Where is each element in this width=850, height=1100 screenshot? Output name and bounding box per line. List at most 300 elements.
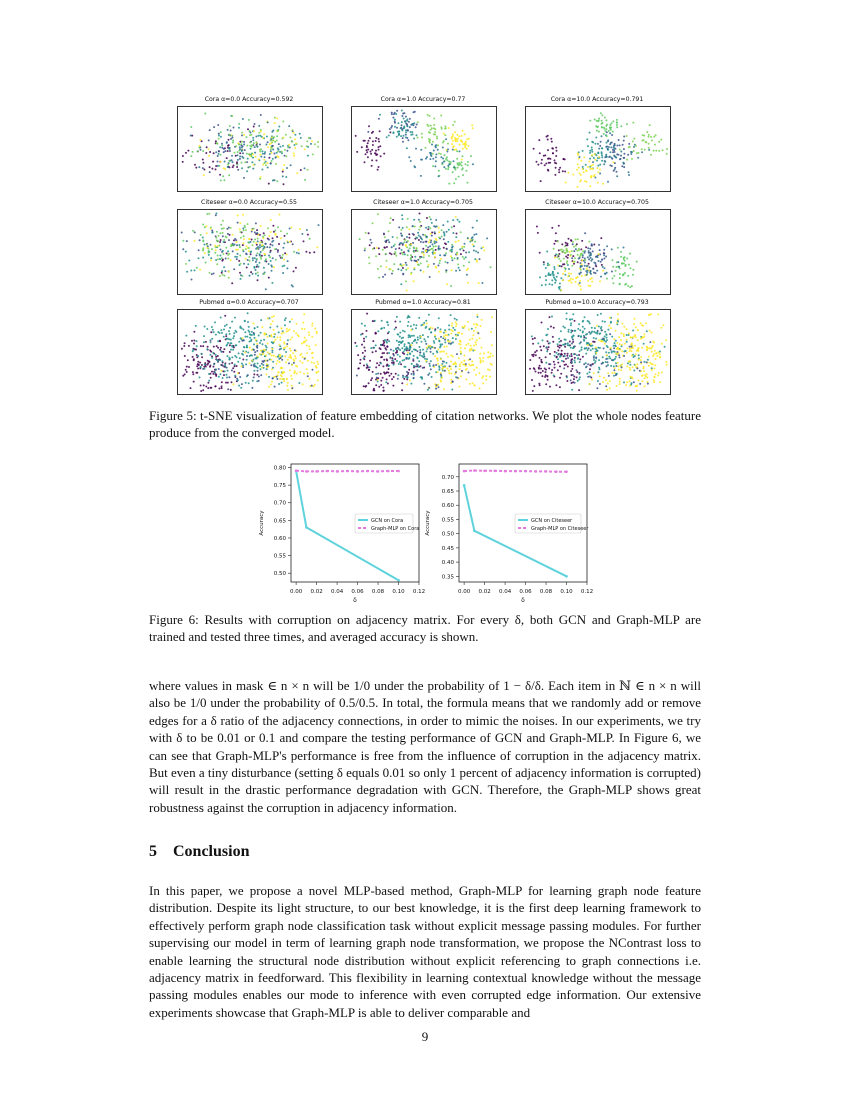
tsne-point	[598, 148, 600, 150]
tsne-point	[601, 135, 603, 137]
tsne-point	[395, 255, 397, 257]
tsne-point	[253, 126, 255, 128]
tsne-point	[375, 384, 377, 386]
tsne-point	[567, 264, 569, 266]
tsne-point	[252, 273, 254, 275]
tsne-point	[569, 341, 571, 343]
tsne-point	[609, 127, 611, 129]
tsne-point	[621, 363, 623, 365]
tsne-point	[563, 250, 565, 252]
tsne-point	[473, 345, 475, 347]
tsne-point	[465, 252, 467, 254]
tsne-point	[308, 334, 310, 336]
tsne-point	[602, 340, 604, 342]
tsne-point	[440, 336, 442, 338]
tsne-point	[467, 182, 469, 184]
tsne-point	[434, 334, 436, 336]
tsne-point	[248, 256, 250, 258]
tsne-point	[536, 350, 538, 352]
tsne-point	[607, 139, 609, 141]
tsne-point	[445, 331, 447, 333]
tsne-point	[247, 259, 249, 261]
tsne-point	[568, 273, 570, 275]
tsne-point	[423, 383, 425, 385]
tsne-point	[603, 377, 605, 379]
tsne-point	[227, 254, 229, 256]
tsne-point	[572, 339, 574, 341]
tsne-point	[422, 252, 424, 254]
tsne-point	[215, 373, 217, 375]
chart-cora-corruption	[255, 458, 425, 613]
tsne-point	[593, 157, 595, 159]
tsne-point	[589, 368, 591, 370]
tsne-point	[281, 359, 283, 361]
tsne-point	[221, 145, 223, 147]
tsne-point	[248, 247, 250, 249]
tsne-point	[632, 366, 634, 368]
tsne-point	[597, 182, 599, 184]
tsne-point	[611, 336, 613, 338]
tsne-point	[433, 340, 435, 342]
tsne-point	[192, 356, 194, 358]
tsne-point	[260, 350, 262, 352]
tsne-point	[406, 246, 408, 248]
tsne-point	[448, 161, 450, 163]
tsne-point	[289, 241, 291, 243]
tsne-point	[227, 150, 229, 152]
tsne-point	[223, 239, 225, 241]
tsne-point	[247, 241, 249, 243]
tsne-point	[363, 385, 365, 387]
y-tick-label: 0.80	[273, 465, 286, 472]
tsne-point	[427, 266, 429, 268]
tsne-point	[199, 376, 201, 378]
tsne-point	[410, 325, 412, 327]
tsne-point	[268, 277, 270, 279]
tsne-point	[283, 259, 285, 261]
tsne-point	[570, 282, 572, 284]
tsne-point	[601, 156, 603, 158]
tsne-point	[187, 150, 189, 152]
tsne-point	[618, 369, 620, 371]
tsne-point	[407, 325, 409, 327]
tsne-point	[425, 241, 427, 243]
tsne-point	[439, 367, 441, 369]
tsne-point	[555, 253, 557, 255]
tsne-point	[571, 368, 573, 370]
tsne-point	[653, 150, 655, 152]
tsne-point	[186, 240, 188, 242]
tsne-point	[589, 168, 591, 170]
tsne-point	[609, 387, 611, 389]
tsne-point	[577, 328, 579, 330]
tsne-point	[660, 327, 662, 329]
tsne-point	[594, 177, 596, 179]
tsne-point	[419, 226, 421, 228]
tsne-point	[256, 255, 258, 257]
tsne-point	[279, 339, 281, 341]
tsne-point	[275, 163, 277, 165]
tsne-point	[592, 268, 594, 270]
tsne-point	[587, 166, 589, 168]
tsne-point	[619, 349, 621, 351]
tsne-scatter-panel	[351, 309, 497, 395]
tsne-point	[251, 144, 253, 146]
tsne-point	[645, 141, 647, 143]
tsne-point	[216, 231, 218, 233]
tsne-point	[603, 249, 605, 251]
tsne-point	[442, 360, 444, 362]
tsne-point	[193, 343, 195, 345]
tsne-point	[566, 244, 568, 246]
tsne-point	[266, 368, 268, 370]
tsne-point	[257, 248, 259, 250]
tsne-point	[615, 345, 617, 347]
tsne-point	[401, 389, 403, 391]
tsne-point	[589, 285, 591, 287]
tsne-point	[393, 361, 395, 363]
tsne-point	[257, 355, 259, 357]
tsne-point	[317, 141, 319, 143]
tsne-point	[652, 340, 654, 342]
tsne-point	[620, 155, 622, 157]
tsne-point	[256, 264, 258, 266]
tsne-point	[566, 262, 568, 264]
tsne-point	[256, 350, 258, 352]
tsne-point	[607, 372, 609, 374]
tsne-point	[460, 231, 462, 233]
tsne-point	[210, 339, 212, 341]
tsne-point	[540, 359, 542, 361]
tsne-point	[270, 139, 272, 141]
tsne-point	[647, 383, 649, 385]
tsne-point	[378, 166, 380, 168]
tsne-point	[441, 236, 443, 238]
tsne-point	[626, 159, 628, 161]
tsne-point	[404, 239, 406, 241]
tsne-point	[631, 346, 633, 348]
tsne-point	[651, 369, 653, 371]
tsne-point	[262, 237, 264, 239]
tsne-point	[465, 170, 467, 172]
tsne-point	[598, 156, 600, 158]
tsne-point	[252, 139, 254, 141]
tsne-point	[372, 131, 374, 133]
tsne-point	[618, 139, 620, 141]
tsne-point	[282, 137, 284, 139]
tsne-point	[614, 342, 616, 344]
tsne-point	[571, 257, 573, 259]
tsne-point	[465, 256, 467, 258]
tsne-point	[204, 364, 206, 366]
tsne-point	[455, 366, 457, 368]
tsne-point	[444, 134, 446, 136]
tsne-point	[210, 244, 212, 246]
tsne-point	[372, 248, 374, 250]
tsne-point	[459, 340, 461, 342]
tsne-point	[198, 166, 200, 168]
tsne-point	[251, 239, 253, 241]
tsne-point	[270, 323, 272, 325]
tsne-point	[403, 345, 405, 347]
tsne-point	[256, 266, 258, 268]
tsne-point	[211, 232, 213, 234]
tsne-point	[549, 342, 551, 344]
tsne-point	[192, 371, 194, 373]
tsne-point	[290, 227, 292, 229]
tsne-point	[290, 375, 292, 377]
tsne-point	[246, 253, 248, 255]
tsne-point	[579, 285, 581, 287]
tsne-point	[395, 113, 397, 115]
tsne-point	[291, 387, 293, 389]
tsne-point	[228, 271, 230, 273]
tsne-point	[432, 327, 434, 329]
tsne-point	[267, 351, 269, 353]
tsne-point	[393, 355, 395, 357]
tsne-point	[426, 323, 428, 325]
tsne-point	[215, 151, 217, 153]
tsne-point	[545, 369, 547, 371]
tsne-point	[378, 386, 380, 388]
tsne-point	[545, 334, 547, 336]
tsne-point	[643, 135, 645, 137]
tsne-point	[589, 248, 591, 250]
tsne-point	[384, 339, 386, 341]
tsne-point	[237, 214, 239, 216]
tsne-point	[565, 364, 567, 366]
tsne-point	[207, 382, 209, 384]
tsne-point	[202, 257, 204, 259]
tsne-point	[278, 149, 280, 151]
tsne-point	[444, 366, 446, 368]
tsne-point	[641, 347, 643, 349]
tsne-point	[282, 371, 284, 373]
tsne-point	[611, 134, 613, 136]
tsne-point	[466, 379, 468, 381]
tsne-point	[253, 241, 255, 243]
tsne-point	[365, 385, 367, 387]
tsne-point	[294, 147, 296, 149]
tsne-point	[471, 360, 473, 362]
tsne-point	[434, 131, 436, 133]
tsne-point	[490, 353, 492, 355]
tsne-point	[475, 341, 477, 343]
tsne-point	[206, 213, 208, 215]
tsne-point	[456, 323, 458, 325]
tsne-point	[306, 145, 308, 147]
tsne-point	[398, 226, 400, 228]
tsne-point	[562, 344, 564, 346]
tsne-point	[430, 233, 432, 235]
tsne-point	[225, 335, 227, 337]
tsne-point	[579, 156, 581, 158]
y-tick-label: 0.55	[273, 553, 286, 560]
tsne-point	[207, 346, 209, 348]
tsne-point	[282, 145, 284, 147]
tsne-point	[612, 277, 614, 279]
tsne-point	[429, 365, 431, 367]
tsne-point	[479, 337, 481, 339]
tsne-point	[564, 267, 566, 269]
tsne-point	[451, 226, 453, 228]
tsne-point	[423, 324, 425, 326]
tsne-point	[372, 140, 374, 142]
tsne-point	[614, 144, 616, 146]
tsne-point	[562, 170, 564, 172]
tsne-point	[418, 239, 420, 241]
tsne-point	[433, 250, 435, 252]
tsne-point	[643, 366, 645, 368]
tsne-point	[611, 271, 613, 273]
tsne-point	[202, 247, 204, 249]
tsne-point	[549, 363, 551, 365]
tsne-point	[437, 371, 439, 373]
tsne-point	[430, 154, 432, 156]
tsne-point	[413, 246, 415, 248]
tsne-point	[237, 154, 239, 156]
tsne-point	[552, 341, 554, 343]
tsne-point	[560, 373, 562, 375]
tsne-point	[223, 241, 225, 243]
tsne-point	[446, 283, 448, 285]
tsne-point	[610, 365, 612, 367]
tsne-point	[440, 374, 442, 376]
tsne-point	[388, 340, 390, 342]
tsne-point	[271, 381, 273, 383]
tsne-point	[401, 121, 403, 123]
tsne-point	[591, 327, 593, 329]
tsne-point	[475, 374, 477, 376]
tsne-point	[606, 334, 608, 336]
tsne-point	[458, 176, 460, 178]
tsne-point	[617, 313, 619, 315]
tsne-point	[467, 282, 469, 284]
tsne-point	[413, 251, 415, 253]
tsne-point	[557, 264, 559, 266]
tsne-point	[561, 265, 563, 267]
tsne-point	[380, 328, 382, 330]
tsne-point	[219, 275, 221, 277]
tsne-point	[315, 367, 317, 369]
tsne-point	[428, 241, 430, 243]
tsne-point	[587, 320, 589, 322]
tsne-point	[646, 330, 648, 332]
tsne-point	[444, 341, 446, 343]
tsne-scatter-panel	[177, 209, 323, 295]
tsne-point	[597, 371, 599, 373]
tsne-point	[316, 361, 318, 363]
tsne-point	[285, 176, 287, 178]
tsne-point	[389, 128, 391, 130]
tsne-point	[436, 239, 438, 241]
section-title: Conclusion	[173, 843, 250, 860]
tsne-point	[254, 238, 256, 240]
tsne-point	[435, 249, 437, 251]
tsne-point	[595, 137, 597, 139]
tsne-point	[400, 283, 402, 285]
tsne-point	[666, 153, 668, 155]
tsne-point	[184, 342, 186, 344]
tsne-point	[605, 351, 607, 353]
tsne-point	[631, 158, 633, 160]
tsne-point	[382, 365, 384, 367]
tsne-point	[633, 323, 635, 325]
tsne-point	[443, 351, 445, 353]
tsne-point	[243, 143, 245, 145]
tsne-point	[620, 151, 622, 153]
tsne-point	[593, 337, 595, 339]
tsne-point	[442, 224, 444, 226]
tsne-point	[220, 161, 222, 163]
tsne-point	[228, 139, 230, 141]
tsne-point	[406, 120, 408, 122]
tsne-point	[408, 321, 410, 323]
tsne-point	[604, 343, 606, 345]
tsne-point	[487, 368, 489, 370]
tsne-point	[597, 152, 599, 154]
tsne-point	[401, 129, 403, 131]
tsne-point	[629, 286, 631, 288]
tsne-point	[210, 259, 212, 261]
tsne-point	[577, 163, 579, 165]
tsne-point	[194, 269, 196, 271]
tsne-point	[540, 361, 542, 363]
tsne-point	[254, 257, 256, 259]
tsne-point	[265, 373, 267, 375]
tsne-point	[565, 242, 567, 244]
tsne-point	[570, 353, 572, 355]
tsne-point	[578, 335, 580, 337]
tsne-point	[386, 260, 388, 262]
tsne-point	[533, 148, 535, 150]
tsne-point	[308, 378, 310, 380]
tsne-point	[413, 372, 415, 374]
tsne-point	[410, 131, 412, 133]
tsne-point	[235, 344, 237, 346]
tsne-point	[546, 251, 548, 253]
tsne-point	[610, 347, 612, 349]
tsne-point	[413, 348, 415, 350]
tsne-point	[456, 158, 458, 160]
tsne-point	[241, 147, 243, 149]
tsne-point	[634, 334, 636, 336]
tsne-point	[294, 134, 296, 136]
tsne-point	[587, 256, 589, 258]
body-paragraph-corruption: where values in mask ∈ n × n will be 1/0 under the probability of 1 − δ/δ. Each item in ℕ ∈ n × n will also be 1/0 under the probability of 0.5/0.5. In total, the formula means that we randomly add or remove edges for a δ ratio of the adjacency connections, in order to mimic the noises. In our experiments, we try with δ to be 0.01 or 0.1 and compare the testing performance of GCN and Graph-MLP. In Figure 6, we can see that Graph-MLP's performance is free from the influence of corruption in the adjacency matrix. But even a tiny disturbance (setting δ equals 0.01 so only 1 percent of adjacency information is corrupted) will result in the drastic performance degradation with GCN. Therefore, the Graph-MLP shows great robustness against the corruption in adjacency information.	[149, 678, 701, 815]
tsne-point	[579, 358, 581, 360]
tsne-point	[370, 151, 372, 153]
tsne-point	[545, 362, 547, 364]
tsne-point	[253, 164, 255, 166]
tsne-point	[487, 351, 489, 353]
tsne-point	[211, 273, 213, 275]
tsne-point	[414, 256, 416, 258]
tsne-point	[218, 368, 220, 370]
tsne-point	[283, 265, 285, 267]
tsne-point	[379, 114, 381, 116]
tsne-point	[257, 234, 259, 236]
tsne-point	[628, 264, 630, 266]
tsne-point	[442, 142, 444, 144]
tsne-point	[392, 270, 394, 272]
tsne-point	[596, 120, 598, 122]
tsne-point	[426, 358, 428, 360]
tsne-point	[359, 238, 361, 240]
tsne-point	[610, 146, 612, 148]
tsne-point	[264, 260, 266, 262]
tsne-point	[471, 237, 473, 239]
